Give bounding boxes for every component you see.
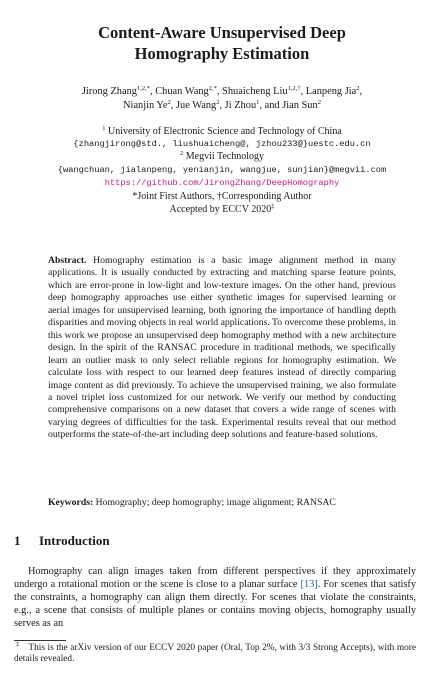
github-link[interactable]: https://github.com/JirongZhang/DeepHomography — [104, 178, 340, 188]
affiliation-1-emails: {zhangjirong@std., liushuaicheng@, jzhou233@}uestc.edu.cn — [73, 139, 371, 149]
affiliation-2-emails: {wangchuan, jialanpeng, yenianjin, wangjue, sunjian}@megvii.com — [57, 165, 387, 175]
keywords-label: Keywords: — [48, 497, 94, 508]
author-name: Nianjin Ye — [123, 100, 168, 111]
keywords — [48, 497, 396, 508]
accepted-text: Accepted by ECCV 2020 — [169, 204, 272, 215]
section-heading — [14, 533, 110, 549]
accepted-footnote-mark: ‡ — [271, 203, 275, 210]
affiliation-2 — [0, 151, 444, 162]
title-line-1: Content-Aware Unsupervised Deep — [98, 23, 346, 42]
citation-link[interactable]: [13] — [300, 579, 318, 591]
affil-name: Megvii Technology — [185, 151, 265, 162]
author-affil: 2 — [317, 99, 321, 106]
affiliation-1 — [0, 126, 444, 137]
abstract-label: Abstract. — [48, 255, 87, 266]
author-name: Shuaicheng Liu — [222, 86, 288, 97]
paper-title — [0, 22, 444, 64]
author-name: Chuan Wang — [155, 86, 209, 97]
author-name: Jue Wang — [175, 100, 217, 111]
affil-number: 1 — [102, 125, 106, 132]
footnote-text: This is the arXiv version of our ECCV 2020 paper (Oral, Top 2%, with 3/3 Strong Accepts), with more details revealed. — [14, 643, 417, 665]
authors-line-2: Nianjin Ye$^2$, Jue Wang$^2$, Ji Zhou$^1$, and Jian Sun$^2$ — [123, 99, 321, 111]
section-title: Introduction — [39, 533, 110, 548]
corresponding-note: †Corresponding Author — [216, 191, 312, 202]
abstract-text: Homography estimation is a basic image alignment method in many applications. It is usually conducted by extracting and matching sparse feature points, which are error-prone in low-light and low-texture images. On the other hand, previous deep homography approaches use either synthetic images for supervised learning or aerial images for unsupervised learning, both ignoring the importance of handling depth disparities and moving objects in real world applications. To overcome these problems, in this work we propose an unsupervised deep homography method with a new architecture design. In the spirit of the RANSAC procedure in traditional methods, we specifically learn an outlier mask to only select reliable regions for homography estimation. We calculate loss with respect to our learned deep features instead of directly comparing image content as did previously. To achieve the unsupervised training, we also formulate a novel triplet loss customized for our network. We verify our method by conducting comprehensive comparisons on a new dataset that covers a wide range of scenes with varying degrees of difficulties for the task. Experimental results reveal that our method outperforms the state-of-the-art including deep solutions and feature-based solutions. — [48, 255, 397, 441]
author-affil: 2,* — [208, 85, 217, 92]
author-name: Jian Sun — [282, 100, 318, 111]
intro-text-1: Homography can align images taken from different perspectives if they approximately undergo a rotational motion or the scene is close to a planar surface — [14, 566, 416, 591]
title-line-2: Homography Estimation — [134, 44, 310, 63]
author-notes — [0, 191, 444, 202]
affil-name: University of Electronic Science and Technology of China — [107, 126, 342, 137]
footnote-rule — [14, 640, 66, 641]
introduction-paragraph — [14, 565, 416, 630]
intro-text-2: . For scenes that satisfy the constraints, a homography can align them directly. For scenes that violate the constraints, e.g., a scene that consists of multiple planes or contains moving objects, homography usually serves as an — [14, 579, 416, 630]
author-affil: 1,2,* — [137, 85, 150, 92]
author-affil: 1 — [256, 99, 260, 106]
author-name: Lanpeng Jia — [305, 86, 357, 97]
author-name: Ji Zhou — [224, 100, 257, 111]
keywords-text: Homography; deep homography; image alignment; RANSAC — [95, 497, 336, 508]
affil-number: 2 — [179, 150, 184, 157]
joint-first-note: *Joint First Authors, — [132, 191, 217, 202]
author-affil: 2 — [216, 99, 220, 106]
section-number: 1 — [14, 533, 21, 548]
author-affil: 2 — [167, 99, 171, 106]
author-affil: 1,2,† — [287, 85, 301, 92]
acceptance-note — [0, 204, 444, 215]
footnote: ‡ This is the arXiv version of our ECCV 2020 paper (Oral, Top 2%, with 3/3 Strong Accepts), with more details revealed. — [14, 641, 417, 665]
author-name: Jirong Zhang — [81, 86, 137, 97]
author-affil: 2 — [356, 85, 360, 92]
authors-line-1: Jirong Zhang$^{1,2,*}$, Chuan Wang$^{2,*}$, Shuaicheng Liu$^{1,2,\dagger}$, Lanpeng Jia$^2$, — [81, 85, 363, 97]
abstract — [48, 255, 396, 442]
